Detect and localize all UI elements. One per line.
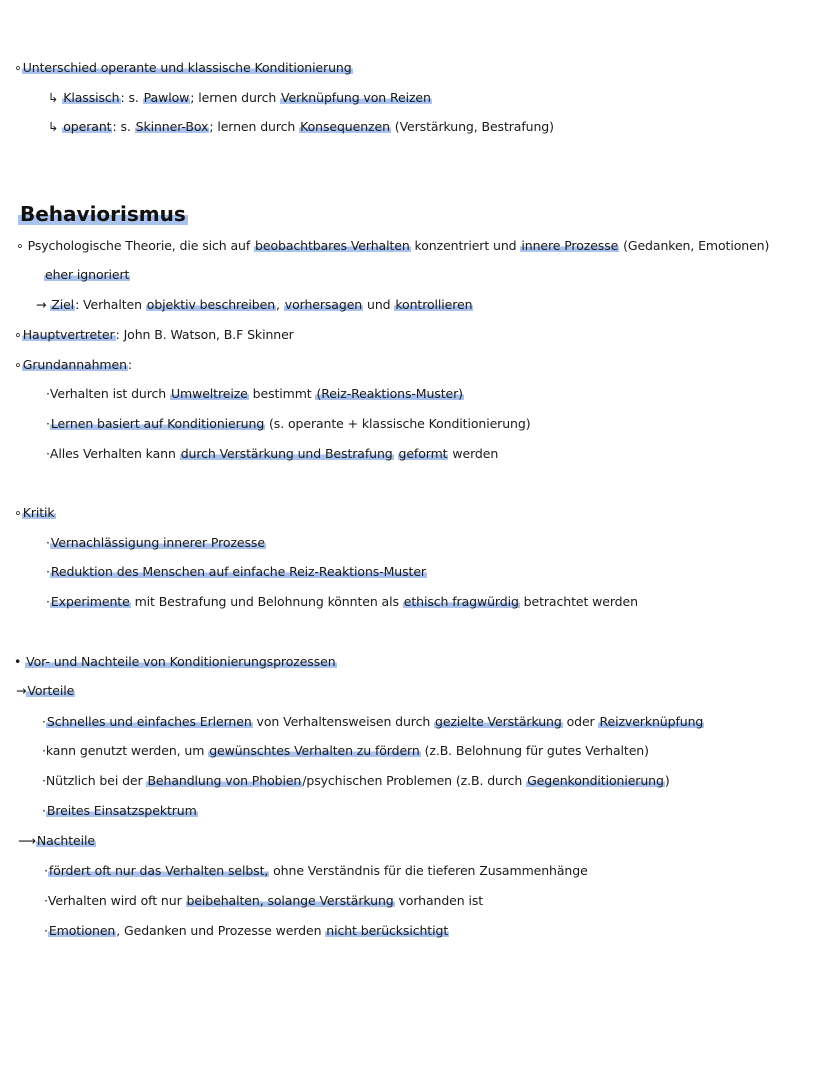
bullet-circle-icon: ∘ <box>14 505 22 520</box>
kritik-heading <box>14 504 56 522</box>
text <box>394 446 398 461</box>
bullet-dot-icon: · <box>44 923 48 938</box>
right-arrow-icon: → <box>36 297 51 312</box>
text: von Verhaltensweisen durch <box>252 714 435 729</box>
vorteil-item-2 <box>42 742 649 760</box>
highlight: Emotionen <box>48 923 116 938</box>
operant-highlight: Konsequenzen <box>300 119 390 134</box>
nachteil-item-2 <box>44 892 483 910</box>
text: Nützlich bei der <box>45 773 147 788</box>
intro-heading-line <box>14 59 353 77</box>
highlight: beobachtbares Verhalten <box>255 238 410 253</box>
bullet-dot-icon: • <box>14 654 26 669</box>
text: werden <box>448 446 499 461</box>
pawlow-ref: Pawlow <box>143 90 190 105</box>
text: ohne Verständnis für die tieferen Zusammenhänge <box>269 863 588 878</box>
bullet-dot-icon: · <box>42 803 46 818</box>
bullet-circle-icon: ∘ <box>14 327 22 342</box>
text: oder <box>562 714 599 729</box>
text: , <box>276 297 284 312</box>
highlight: Schnelles und einfaches Erlernen <box>46 714 252 729</box>
skinner-ref: Skinner-Box <box>135 119 209 134</box>
vn-heading-text: Vor- und Nachteile von Konditionierungsprozessen <box>26 654 336 669</box>
vertreter-names: : John B. Watson, B.F Skinner <box>115 327 294 342</box>
grund-item-2 <box>46 415 530 433</box>
highlight: durch Verstärkung und Bestrafung <box>180 446 393 461</box>
intro-operant-line <box>48 118 554 136</box>
klassisch-highlight: Verknüpfung von Reizen <box>281 90 431 105</box>
highlight: Gegenkonditionierung <box>527 773 664 788</box>
highlight: geformt <box>398 446 448 461</box>
highlight: (Reiz-Reaktions-Muster) <box>316 386 463 401</box>
highlight: innere Prozesse <box>521 238 619 253</box>
nachteil-item-3 <box>44 922 449 940</box>
vorteil-item-4 <box>42 802 198 820</box>
theory-line-2 <box>44 266 130 284</box>
bullet-dot-icon: · <box>46 446 50 461</box>
kritik-item-1 <box>46 534 266 552</box>
text: : s. <box>120 90 143 105</box>
highlight: ethisch fragwürdig <box>403 594 519 609</box>
text: (Verstärkung, Bestrafung) <box>390 119 554 134</box>
highlight: Lernen basiert auf Konditionierung <box>50 416 265 431</box>
text: ; lernen durch <box>190 90 281 105</box>
vn-heading <box>14 653 337 671</box>
highlight: objektiv beschreiben <box>146 297 276 312</box>
bullet-circle-icon: ∘ <box>16 238 28 253</box>
highlight: gewünschtes Verhalten zu fördern <box>209 743 420 758</box>
text: konzentriert und <box>410 238 521 253</box>
vertreter-line <box>14 326 294 344</box>
highlight: gezielte Verstärkung <box>435 714 562 729</box>
vorteil-item-1 <box>42 713 704 731</box>
theory-line <box>16 237 769 255</box>
text: Psychologische Theorie, die sich auf <box>27 238 255 253</box>
text: Verhalten ist durch <box>49 386 170 401</box>
text: (Gedanken, Emotionen) <box>619 238 770 253</box>
vertreter-label: Hauptvertreter <box>22 327 115 342</box>
highlight: Behandlung von Phobien <box>147 773 302 788</box>
right-arrow-icon: → <box>16 683 27 698</box>
nachteil-item-1 <box>44 862 588 880</box>
highlight: nicht berücksichtigt <box>326 923 449 938</box>
page-title-text: Behaviorismus <box>20 202 186 226</box>
page-title <box>18 200 188 228</box>
bullet-circle-icon: ∘ <box>14 60 22 75</box>
highlight: fördert oft nur das Verhalten selbst, <box>48 863 269 878</box>
bullet-dot-icon: · <box>42 743 46 758</box>
grund-item-1 <box>46 385 464 403</box>
operant-label: operant <box>63 119 112 134</box>
bullet-dot-icon: · <box>42 773 46 788</box>
grund-heading <box>14 356 132 374</box>
intro-heading: Unterschied operante und klassische Konditionierung <box>22 60 352 75</box>
text: ) <box>664 773 670 788</box>
grund-label: Grundannahmen <box>22 357 127 372</box>
bullet-dot-icon: · <box>46 416 50 431</box>
text: Alles Verhalten kann <box>49 446 180 461</box>
text: betrachtet werden <box>519 594 638 609</box>
vorteile-label: Vorteile <box>27 683 75 698</box>
text: vorhanden ist <box>394 893 484 908</box>
highlight: Reduktion des Menschen auf einfache Reiz-Reaktions-Muster <box>50 564 426 579</box>
text: Verhalten wird oft nur <box>47 893 186 908</box>
text: bestimmt <box>248 386 316 401</box>
ziel-line <box>36 296 473 314</box>
nachteile-heading <box>18 832 96 850</box>
klassisch-label: Klassisch <box>63 90 120 105</box>
highlight: Breites Einsatzspektrum <box>46 803 197 818</box>
highlight: beibehalten, solange Verstärkung <box>186 893 394 908</box>
highlight: Vernachlässigung innerer Prozesse <box>50 535 265 550</box>
bullet-dot-icon: · <box>46 564 50 579</box>
bullet-dot-icon: · <box>46 535 50 550</box>
grund-item-3 <box>46 445 498 463</box>
long-right-arrow-icon: ⟶ <box>18 833 36 848</box>
highlight: kontrollieren <box>395 297 473 312</box>
text: kann genutzt werden, um <box>45 743 209 758</box>
bullet-dot-icon: · <box>44 863 48 878</box>
vorteile-heading <box>16 682 75 700</box>
highlight: Experimente <box>50 594 130 609</box>
text: , Gedanken und Prozesse werden <box>116 923 326 938</box>
text: und <box>363 297 395 312</box>
bullet-circle-icon: ∘ <box>14 357 22 372</box>
text: (z.B. Belohnung für gutes Verhalten) <box>420 743 649 758</box>
return-arrow-icon: ↳ <box>48 90 63 105</box>
text: : s. <box>112 119 135 134</box>
vorteil-item-3 <box>42 772 670 790</box>
ziel-label: Ziel <box>51 297 75 312</box>
bullet-dot-icon: · <box>46 386 50 401</box>
highlight: Umweltreize <box>170 386 248 401</box>
nachteile-label: Nachteile <box>36 833 95 848</box>
kritik-label: Kritik <box>22 505 55 520</box>
highlight: eher ignoriert <box>45 267 130 282</box>
intro-klassisch-line <box>48 89 432 107</box>
return-arrow-icon: ↳ <box>48 119 63 134</box>
bullet-dot-icon: · <box>42 714 46 729</box>
highlight: Reizverknüpfung <box>599 714 704 729</box>
text: : <box>127 357 133 372</box>
kritik-item-3 <box>46 593 638 611</box>
text: mit Bestrafung und Belohnung könnten als <box>130 594 403 609</box>
kritik-item-2 <box>46 563 427 581</box>
bullet-dot-icon: · <box>44 893 48 908</box>
text: : Verhalten <box>75 297 146 312</box>
text: (s. operante + klassische Konditionierung) <box>265 416 531 431</box>
text: /psychischen Problemen (z.B. durch <box>302 773 527 788</box>
text: ; lernen durch <box>209 119 300 134</box>
highlight: vorhersagen <box>284 297 363 312</box>
bullet-dot-icon: · <box>46 594 50 609</box>
